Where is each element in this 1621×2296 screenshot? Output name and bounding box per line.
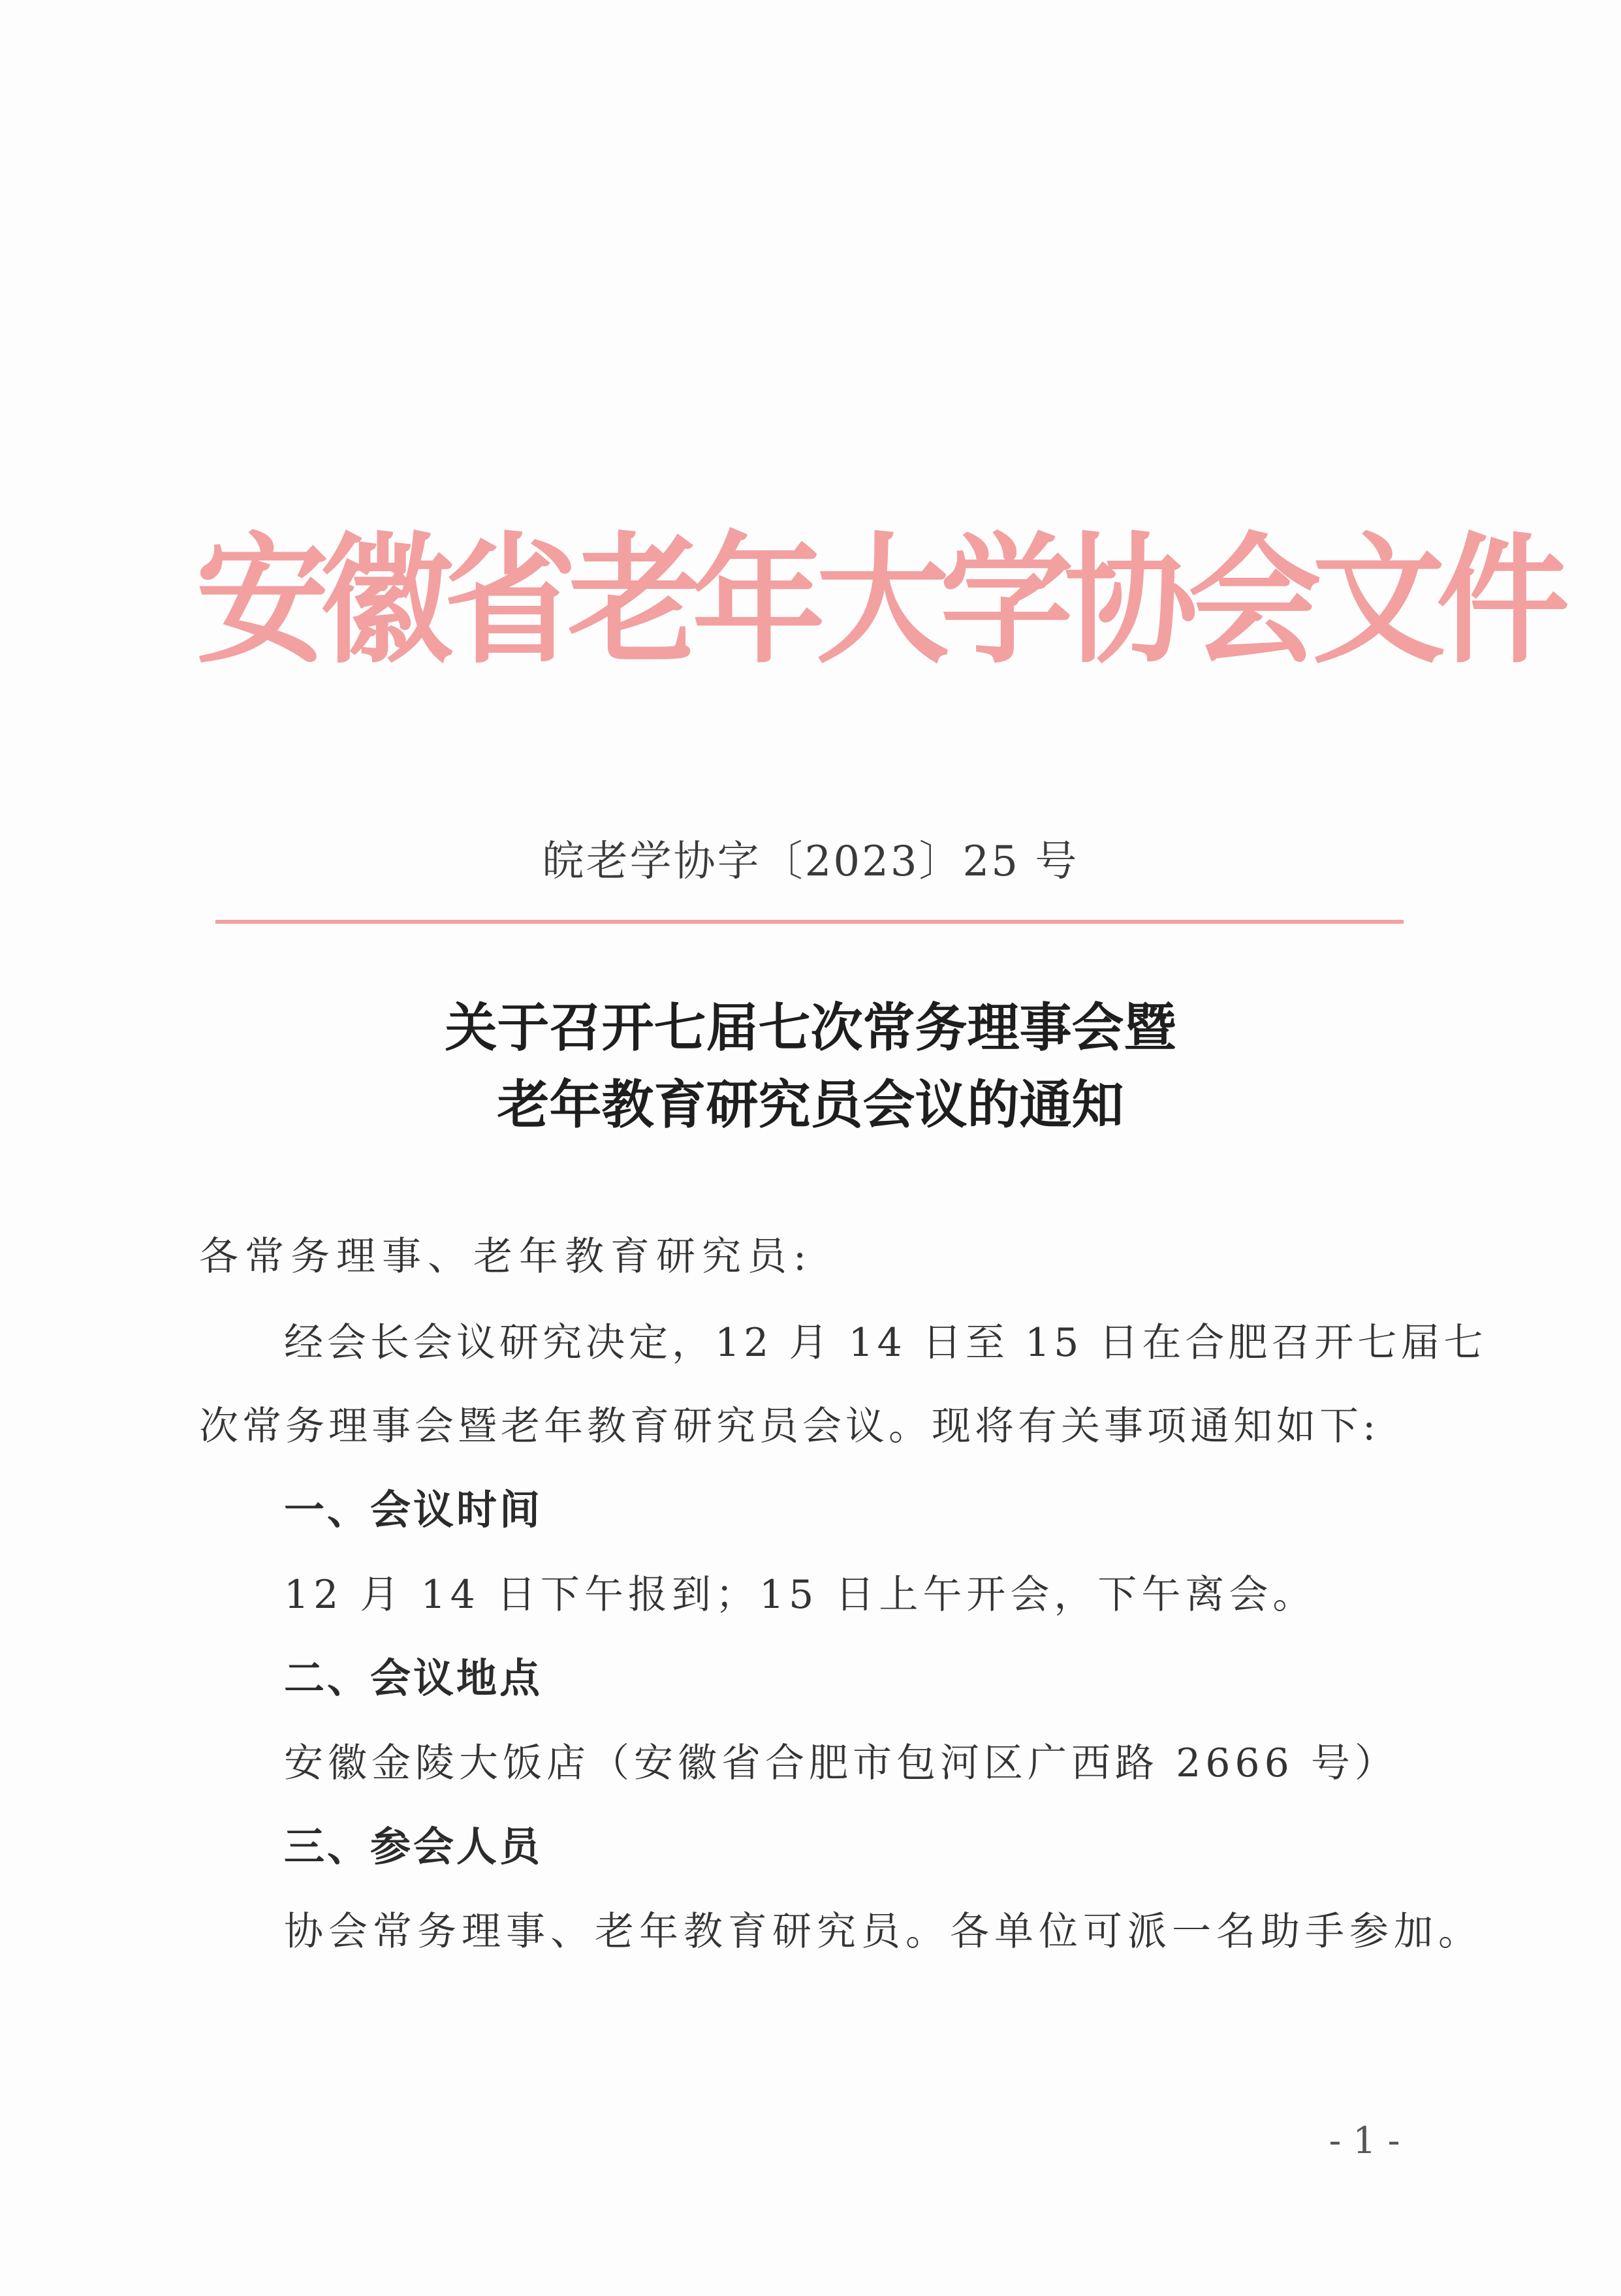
section-heading-time: 一、会议时间 [284,1486,543,1533]
section-heading-attendees: 三、参会人员 [284,1823,543,1870]
red-divider-line [215,920,1404,924]
page-number: - 1 - [1329,2120,1400,2162]
document-number: 皖老学协字〔2023〕25 号 [542,838,1079,886]
intro-paragraph-line-1: 经会长会议研究决定，12 月 14 日至 15 日在合肥召开七届七 [284,1320,1487,1366]
notice-title-line-1: 关于召开七届七次常务理事会暨 [445,998,1176,1058]
notice-title-line-2: 老年教育研究员会议的通知 [497,1075,1124,1135]
section-text-location: 安徽金陵大饭店（安徽省合肥市包河区广西路 2666 号） [284,1740,1398,1786]
section-heading-location: 二、会议地点 [284,1654,543,1702]
intro-paragraph-line-2: 次常务理事会暨老年教育研究员会议。现将有关事项通知如下: [199,1404,1380,1449]
masthead-title: 安徽省老年大学协会文件 [196,518,1560,683]
section-text-time: 12 月 14 日下午报到；15 日上午开会，下午离会。 [284,1572,1317,1618]
section-text-attendees: 协会常务理事、老年教育研究员。各单位可派一名助手参加。 [284,1909,1483,1955]
salutation: 各常务理事、老年教育研究员: [199,1234,813,1280]
